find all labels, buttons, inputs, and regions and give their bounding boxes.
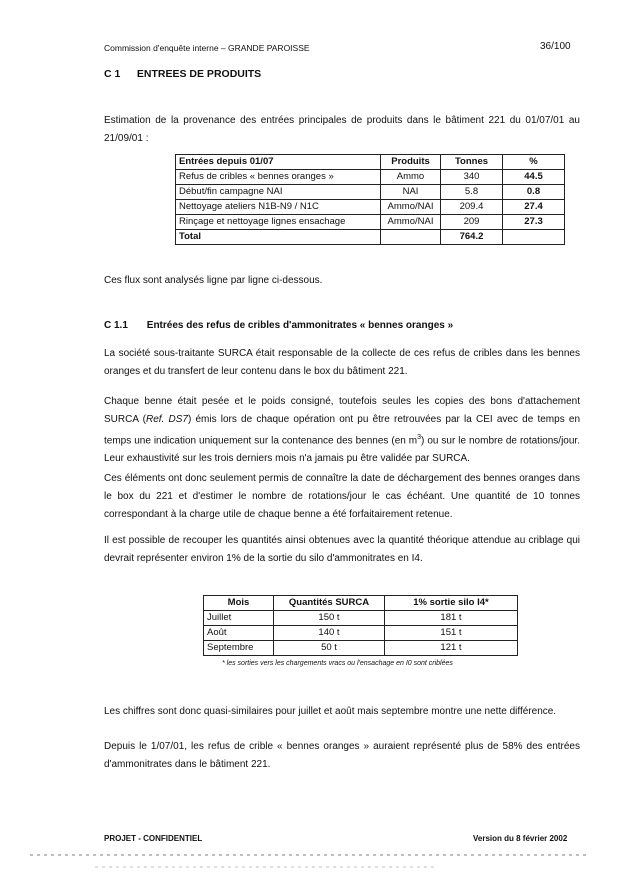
entries-table [175,154,565,245]
table-cell: 150 t [274,611,385,626]
footer-confidential: PROJET - CONFIDENTIEL [104,834,203,843]
table-row [204,626,518,641]
table-row [176,215,565,230]
table-cell: 0.8 [503,185,565,200]
scan-artifact [30,854,590,856]
table-cell: Ammo/NAI [381,200,441,215]
table-cell: Nettoyage ateliers N1B-N9 / N1C [176,200,381,215]
table-cell: 50 t [274,641,385,656]
subsection-number: C 1.1 [104,320,128,331]
subsection-heading [104,320,453,331]
reference: Ref. DS7 [145,414,188,425]
paragraph-elements: Ces éléments ont donc seulement permis de connaître la date de déchargement des bennes oranges dans le box du 221 et d'estimer le nombre de rotations/jour le cas échéant. Une quantité de 10 tonnes correspondant à la charge utile de chaque benne a été forfaitairement retenue. [104,473,580,520]
table-cell: Rinçage et nettoyage lignes ensachage [176,215,381,230]
table-cell: NAI [381,185,441,200]
table-cell [503,230,565,245]
header-title: Commission d'enquête interne – GRANDE PAROISSE [104,43,310,53]
table-cell: 209.4 [441,200,503,215]
table-row [204,641,518,656]
table-header-cell: 1% sortie silo I4* [385,596,518,611]
table-cell: 5.8 [441,185,503,200]
section-heading [104,68,261,80]
table-cell: 151 t [385,626,518,641]
table-cell [381,230,441,245]
paragraph-comparison: Les chiffres sont donc quasi-similaires pour juillet et août mais septembre montre une nette différence. [104,706,557,717]
intro-paragraph: Estimation de la provenance des entrées principales de produits dans le bâtiment 221 du 01/07/01 au 21/09/01 : [104,115,580,144]
table-header-row [176,155,565,170]
table-header-cell: Tonnes [441,155,503,170]
paragraph-crosscheck: Il est possible de recouper les quantités ainsi obtenues avec la quantité théorique attendue au criblage qui devrait représenter environ 1% de la sortie du silo d'ammonitrates en I4. [104,535,580,564]
table-cell: Ammo/NAI [381,215,441,230]
table-total-row [176,230,565,245]
text-span: ) ou sur le nombre de rotations/jour. Leur exhaustivité sur les trois derniers mois n'a jamais pu être validée par SURCA. [104,435,580,465]
table-row [176,185,565,200]
table-cell: Juillet [204,611,274,626]
table-cell: 121 t [385,641,518,656]
table-cell: 764.2 [441,230,503,245]
analysis-note: Ces flux sont analysés ligne par ligne ci-dessous. [104,275,323,286]
scan-artifact [95,866,435,868]
table-cell: 181 t [385,611,518,626]
table-cell: Refus de cribles « bennes oranges » [176,170,381,185]
table-cell: Total [176,230,381,245]
table-cell: Septembre [204,641,274,656]
quantities-table [203,595,518,656]
text-span: ) émis lors de chaque opération ont pu être retrouvées par la CEI avec de temps en temps une indication uniquement sur la contenance des bennes (en m [104,414,581,447]
text-span: Chaque benne était pesée et le poids consigné, toutefois seules les copies des bons d'attachement SURCA ( [104,396,580,425]
paragraph-conclusion: Depuis le 1/07/01, les refus de crible « bennes oranges » auraient représenté plus de 58% des entrées d'ammonitrates dans le bâtiment 221. [104,741,580,770]
paragraph-weighing [104,393,580,468]
subsection-title: Entrées des refus de cribles d'ammonitrates « bennes oranges » [146,320,454,331]
table-header-cell: Produits [381,155,441,170]
table-cell: 27.4 [503,200,565,215]
table-cell: 140 t [274,626,385,641]
table-cell: 340 [441,170,503,185]
table-row [176,170,565,185]
table-footnote: * les sorties vers les chargements vracs ou l'ensachage en I0 sont criblées [222,660,453,667]
table-cell: Ammo [381,170,441,185]
paragraph-surca: La société sous-traitante SURCA était responsable de la collecte de ces refus de cribles dans les bennes oranges et du transfert de leur contenu dans le box du bâtiment 221. [104,348,580,377]
table-cell: 209 [441,215,503,230]
table-header-cell: % [503,155,565,170]
table-row [204,611,518,626]
table-cell: Août [204,626,274,641]
table-row [176,200,565,215]
superscript: 3 [417,434,422,441]
section-title: ENTREES DE PRODUITS [136,68,262,80]
table-cell: 44.5 [503,170,565,185]
table-header-cell: Entrées depuis 01/07 [176,155,381,170]
table-cell: 27.3 [503,215,565,230]
table-header-row [204,596,518,611]
table-header-cell: Quantités SURCA [274,596,385,611]
table-header-cell: Mois [204,596,274,611]
table-cell: Début/fin campagne NAI [176,185,381,200]
section-number: C 1 [104,68,121,80]
page-number: 36/100 [540,41,571,52]
footer-version: Version du 8 février 2002 [473,834,568,843]
